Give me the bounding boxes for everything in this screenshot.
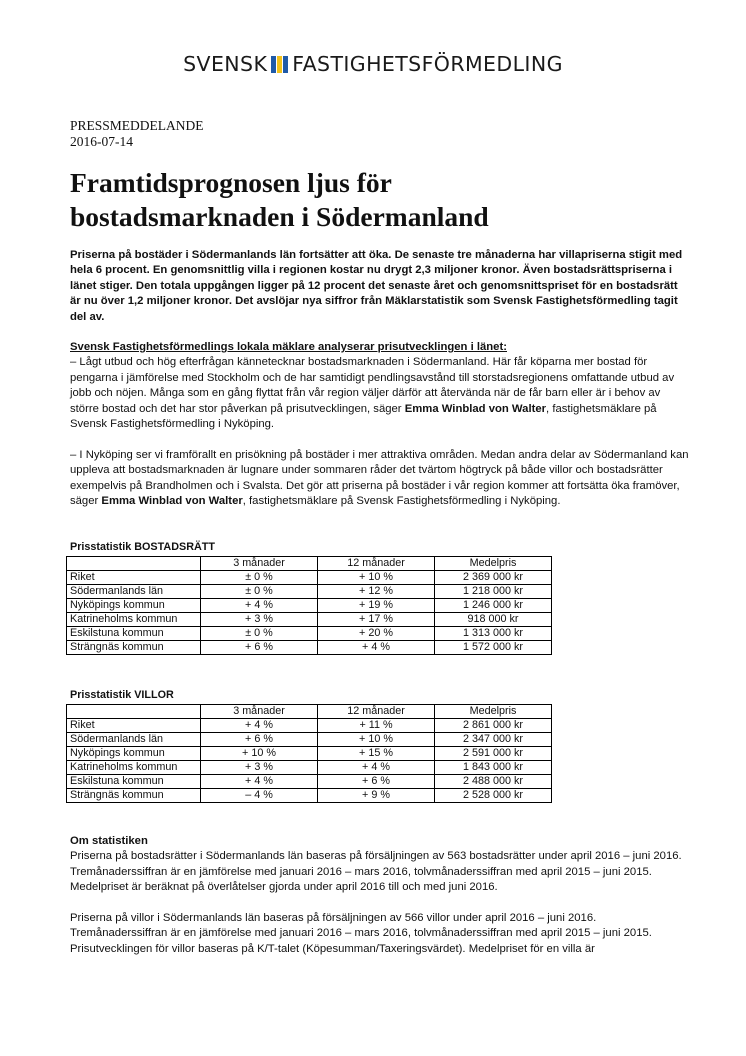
value-cell: + 9 %: [318, 789, 435, 803]
region-cell: Katrineholms kommun: [67, 613, 201, 627]
value-cell: 1 572 000 kr: [435, 641, 552, 655]
broker-analysis-section: [70, 340, 690, 509]
title-line-1: Framtidsprognosen ljus för: [70, 167, 392, 198]
table-header-row: [67, 557, 552, 571]
region-cell: Riket: [67, 719, 201, 733]
header-cell: 3 månader: [201, 705, 318, 719]
value-cell: + 19 %: [318, 599, 435, 613]
value-cell: 2 488 000 kr: [435, 775, 552, 789]
title-line-2: bostadsmarknaden i Södermanland: [70, 201, 489, 232]
value-cell: 2 528 000 kr: [435, 789, 552, 803]
swedish-flag-icon: [271, 54, 288, 71]
table-title-villor: Prisstatistik VILLOR: [70, 689, 174, 701]
value-cell: 1 246 000 kr: [435, 599, 552, 613]
region-cell: Strängnäs kommun: [67, 641, 201, 655]
table-row: [67, 719, 552, 733]
value-cell: + 4 %: [318, 761, 435, 775]
about-statistics-section: [70, 834, 690, 957]
table-header-row: [67, 705, 552, 719]
value-cell: + 4 %: [201, 775, 318, 789]
table-row: [67, 747, 552, 761]
value-cell: + 20 %: [318, 627, 435, 641]
lead-paragraph: Priserna på bostäder i Södermanlands län fortsätter att öka. De senaste tre månaderna har villapriserna stigit med hela 6 procent. En genomsnittlig villa i regionen kostar nu drygt 2,3 miljoner kronor. Även bostadsrättspriserna i länet stiger. Den totala uppgången ligger på 12 procent det senaste året och genomsnittspriset för en bostadsrätt är nu över 1,2 miljoner kronor. Det avslöjar nya siffror från Mäklarstatistik som Svensk Fastighetsförmedling tagit del av.: [70, 249, 683, 323]
value-cell: 918 000 kr: [435, 613, 552, 627]
quote-author-name: Emma Winblad von Walter: [101, 495, 243, 508]
value-cell: 1 218 000 kr: [435, 585, 552, 599]
header-cell: Medelpris: [435, 557, 552, 571]
region-cell: Nyköpings kommun: [67, 747, 201, 761]
value-cell: + 11 %: [318, 719, 435, 733]
page-title: [70, 166, 690, 234]
doc-type-label: PRESSMEDDELANDE: [70, 118, 204, 133]
value-cell: + 3 %: [201, 613, 318, 627]
press-header: [70, 118, 204, 150]
value-cell: + 4 %: [318, 641, 435, 655]
value-cell: + 6 %: [318, 775, 435, 789]
value-cell: 1 313 000 kr: [435, 627, 552, 641]
region-cell: Södermanlands län: [67, 733, 201, 747]
price-table-bostadsratt: [66, 556, 552, 655]
value-cell: + 6 %: [201, 641, 318, 655]
region-cell: Eskilstuna kommun: [67, 775, 201, 789]
value-cell: + 12 %: [318, 585, 435, 599]
value-cell: + 10 %: [318, 733, 435, 747]
quote-author-name: Emma Winblad von Walter: [404, 402, 547, 415]
about-paragraph-2: Priserna på villor i Södermanlands län baseras på försäljningen av 566 villor under april 2016 – juni 2016. Tremånaderssiffran är en jämförelse med januari 2016 – mars 2016, tolvmånaderssiffran med april 2015 – juni 2015. Prisutvecklingen för villor baseras på K/T-talet (Köpesumman/Taxeringsvärdet). Medelpriset för en villa är: [70, 912, 652, 955]
header-cell: [67, 705, 201, 719]
value-cell: + 6 %: [201, 733, 318, 747]
about-heading: Om statistiken: [70, 835, 148, 847]
region-cell: Södermanlands län: [67, 585, 201, 599]
value-cell: + 3 %: [201, 761, 318, 775]
value-cell: + 10 %: [318, 571, 435, 585]
logo-text-right: FASTIGHETSFÖRMEDLING: [292, 52, 563, 76]
value-cell: ± 0 %: [201, 571, 318, 585]
table-row: [67, 775, 552, 789]
header-cell: 12 månader: [318, 705, 435, 719]
header-cell: Medelpris: [435, 705, 552, 719]
table-row: [67, 585, 552, 599]
value-cell: 2 347 000 kr: [435, 733, 552, 747]
value-cell: + 10 %: [201, 747, 318, 761]
header-cell: 12 månader: [318, 557, 435, 571]
value-cell: ± 0 %: [201, 585, 318, 599]
table-row: [67, 599, 552, 613]
table-row: [67, 641, 552, 655]
value-cell: 2 591 000 kr: [435, 747, 552, 761]
value-cell: – 4 %: [201, 789, 318, 803]
region-cell: Katrineholms kommun: [67, 761, 201, 775]
table-title-bostadsratt: Prisstatistik BOSTADSRÄTT: [70, 541, 215, 553]
value-cell: 2 861 000 kr: [435, 719, 552, 733]
header-cell: 3 månader: [201, 557, 318, 571]
press-date: 2016-07-14: [70, 134, 133, 149]
region-cell: Nyköpings kommun: [67, 599, 201, 613]
region-cell: Strängnäs kommun: [67, 789, 201, 803]
company-logo: [0, 52, 746, 76]
table-row: [67, 613, 552, 627]
table-row: [67, 789, 552, 803]
value-cell: + 15 %: [318, 747, 435, 761]
price-table-villor: [66, 704, 552, 803]
logo-text-left: SVENSK: [183, 52, 268, 76]
table-row: [67, 571, 552, 585]
table-row: [67, 627, 552, 641]
table-row: [67, 733, 552, 747]
value-cell: 1 843 000 kr: [435, 761, 552, 775]
quote-paragraph-1: – Lågt utbud och hög efterfrågan kännetecknar bostadsmarknaden i Södermanland. Här får köparna mer bostad för pengarna i jämförelse med Stockholm och de har samtidigt pendlingsavstånd till storstadsregionens omfattande utbud av jobb och nöjen. Många som en gång flyttat från vår region väljer därför att återvända när de får barn eller är i behov av större bostad och det har stor påverkan på prisutvecklingen, säger Emma Winblad von Walter, fastighetsmäklare på Svensk Fastighetsförmedling i Nyköping.: [70, 356, 675, 431]
value-cell: 2 369 000 kr: [435, 571, 552, 585]
section-heading: Svensk Fastighetsförmedlings lokala mäklare analyserar prisutvecklingen i länet:: [70, 341, 507, 353]
table-row: [67, 761, 552, 775]
header-cell: [67, 557, 201, 571]
about-paragraph-1: Priserna på bostadsrätter i Södermanlands län baseras på försäljningen av 563 bostadsrätter under april 2016 – juni 2016. Tremånaderssiffran är en jämförelse med januari 2016 – mars 2016, tolvmånaderssiffran med april 2015 – juni 2015. Medelpriset är beräknat på överlåtelser gjorda under april 2016 till och med juni 2016.: [70, 850, 682, 894]
region-cell: Eskilstuna kommun: [67, 627, 201, 641]
region-cell: Riket: [67, 571, 201, 585]
quote-paragraph-2: – I Nyköping ser vi framförallt en prisökning på bostäder i mer attraktiva områden. Medan andra delar av Södermanland kan uppleva att bostadsmarknaden är lugnare under sommaren råder det tvärtom högtryck på både villor och bostadsrätter exempelvis på Brandholmen och i Svalsta. Det gör att priserna på bostäder i vår region kommer att fortsätta öka framöver, säger Emma Winblad von Walter, fastighetsmäklare på Svensk Fastighetsförmedling i Nyköping.: [70, 448, 689, 508]
value-cell: + 4 %: [201, 719, 318, 733]
value-cell: + 17 %: [318, 613, 435, 627]
value-cell: + 4 %: [201, 599, 318, 613]
value-cell: ± 0 %: [201, 627, 318, 641]
